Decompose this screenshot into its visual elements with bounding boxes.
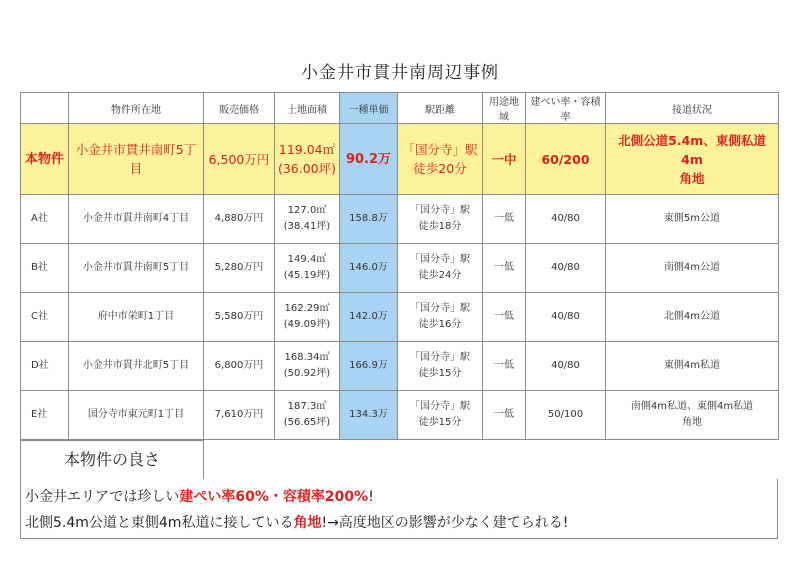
row-area	[275, 293, 340, 342]
row-station-name: 「国分寺」駅	[410, 401, 470, 412]
row-company: E社	[21, 391, 69, 440]
row-road-line-1: 北側4m公道	[663, 311, 721, 322]
merits-heading: 本物件の良さ	[20, 440, 204, 480]
row-road	[606, 293, 779, 342]
row-station	[398, 342, 483, 391]
row-area-m2: 127.0㎡	[287, 205, 327, 216]
row-road-line-2: 角地	[682, 417, 702, 428]
row-road-line-1: 南側4m公道	[663, 262, 721, 273]
merits-box	[20, 479, 778, 539]
subject-unit-price: 90.2万	[340, 124, 398, 195]
row-ratio: 40/80	[526, 244, 606, 293]
merit-line-1-highlight: 建ぺい率60%・容積率200%	[179, 489, 369, 505]
table-header-row	[21, 93, 779, 124]
row-road	[606, 195, 779, 244]
row-ratio: 40/80	[526, 195, 606, 244]
row-ratio: 50/100	[526, 391, 606, 440]
row-zoning: 一低	[483, 293, 526, 342]
row-station	[398, 244, 483, 293]
subject-zoning: 一中	[483, 124, 526, 195]
merit-line-1-text-a: 小金井エリアでは珍しい	[25, 489, 180, 505]
row-station	[398, 293, 483, 342]
row-address: 小金井市貫井北町5丁目	[69, 342, 204, 391]
table-row	[21, 244, 779, 293]
row-area-tsubo: (49.09坪)	[283, 319, 331, 330]
row-station	[398, 391, 483, 440]
row-station-name: 「国分寺」駅	[410, 254, 470, 265]
header-cell-address: 物件所在地	[69, 93, 204, 124]
row-unit-price: 158.8万	[340, 195, 398, 244]
row-road	[606, 391, 779, 440]
merit-line-2-text-a: 北側5.4m公道と東側4m私道に接している	[25, 515, 294, 531]
row-station-name: 「国分寺」駅	[410, 303, 470, 314]
table-row	[21, 342, 779, 391]
row-area-m2: 162.29㎡	[284, 303, 330, 314]
row-zoning: 一低	[483, 244, 526, 293]
row-station-name: 「国分寺」駅	[410, 205, 470, 216]
subject-station-name: 「国分寺」駅	[402, 142, 478, 157]
row-address: 府中市栄町1丁目	[69, 293, 204, 342]
row-walk-time: 徒歩16分	[418, 319, 462, 330]
header-cell-ratio: 建ぺい率・容積率	[526, 93, 606, 124]
row-walk-time: 徒歩24分	[418, 270, 462, 281]
row-address: 小金井市貫井南町4丁目	[69, 195, 204, 244]
subject-property-row	[21, 124, 779, 195]
subject-road	[606, 124, 779, 195]
row-unit-price: 166.9万	[340, 342, 398, 391]
row-price: 5,280万円	[204, 244, 275, 293]
row-area-m2: 149.4㎡	[287, 254, 327, 265]
row-price: 4,880万円	[204, 195, 275, 244]
row-company: A社	[21, 195, 69, 244]
row-company: B社	[21, 244, 69, 293]
subject-address: 小金井市貫井南町5丁目	[69, 124, 204, 195]
merit-line-2-text-c: !→高度地区の影響が少なく建てられる!	[321, 515, 569, 531]
row-road-line-1: 南側4m私道、東側4m私道	[630, 401, 754, 412]
header-cell-unit-price: 一種単価	[340, 93, 398, 124]
merit-line-2-highlight: 角地	[293, 515, 322, 531]
row-zoning: 一低	[483, 195, 526, 244]
page-title: 小金井市貫井南周辺事例	[301, 63, 499, 83]
header-cell-road: 接道状況	[606, 93, 779, 124]
subject-walk-time: 徒歩20分	[413, 161, 467, 176]
subject-station	[398, 124, 483, 195]
row-area	[275, 391, 340, 440]
row-walk-time: 徒歩15分	[418, 368, 462, 379]
comparison-table	[20, 92, 779, 440]
row-unit-price: 146.0万	[340, 244, 398, 293]
header-cell-area: 土地面積	[275, 93, 340, 124]
row-area-tsubo: (38.41坪)	[283, 221, 331, 232]
header-cell-station: 駅距離	[398, 93, 483, 124]
row-price: 6,800万円	[204, 342, 275, 391]
subject-price: 6,500万円	[204, 124, 275, 195]
table-row	[21, 293, 779, 342]
subject-area-tsubo: (36.00坪)	[277, 161, 337, 176]
row-company: C社	[21, 293, 69, 342]
subject-road-line-1: 北側公道5.4m、東側私道4m	[618, 132, 766, 167]
row-station-name: 「国分寺」駅	[410, 352, 470, 363]
merit-line-1	[25, 486, 374, 506]
row-company: D社	[21, 342, 69, 391]
subject-ratio: 60/200	[526, 124, 606, 195]
row-zoning: 一低	[483, 391, 526, 440]
row-zoning: 一低	[483, 342, 526, 391]
row-area-tsubo: (56.65坪)	[283, 417, 331, 428]
row-road-line-1: 東側5m公道	[663, 213, 721, 224]
row-station	[398, 195, 483, 244]
row-road	[606, 342, 779, 391]
row-area	[275, 244, 340, 293]
merit-line-2	[25, 512, 568, 532]
subject-label: 本物件	[21, 124, 69, 195]
header-cell-label	[21, 93, 69, 124]
subject-area-m2: 119.04㎡	[278, 142, 336, 157]
table-row	[21, 391, 779, 440]
row-walk-time: 徒歩15分	[418, 417, 462, 428]
row-address: 小金井市貫井南町5丁目	[69, 244, 204, 293]
row-area	[275, 342, 340, 391]
row-ratio: 40/80	[526, 342, 606, 391]
row-road-line-1: 東側4m私道	[663, 360, 721, 371]
subject-area	[275, 124, 340, 195]
row-unit-price: 142.0万	[340, 293, 398, 342]
row-area	[275, 195, 340, 244]
row-walk-time: 徒歩18分	[418, 221, 462, 232]
header-cell-price: 販売価格	[204, 93, 275, 124]
subject-road-line-2: 角地	[679, 170, 705, 186]
row-area-m2: 168.34㎡	[284, 352, 330, 363]
row-unit-price: 134.3万	[340, 391, 398, 440]
row-area-tsubo: (50.92坪)	[283, 368, 331, 379]
row-price: 5,580万円	[204, 293, 275, 342]
row-address: 国分寺市東元町1丁目	[69, 391, 204, 440]
row-area-m2: 187.3㎡	[287, 401, 327, 412]
row-price: 7,610万円	[204, 391, 275, 440]
row-ratio: 40/80	[526, 293, 606, 342]
table-row	[21, 195, 779, 244]
header-cell-zoning: 用途地域	[483, 93, 526, 124]
row-area-tsubo: (45.19坪)	[283, 270, 331, 281]
row-road	[606, 244, 779, 293]
merit-line-1-text-c: !	[368, 489, 374, 505]
